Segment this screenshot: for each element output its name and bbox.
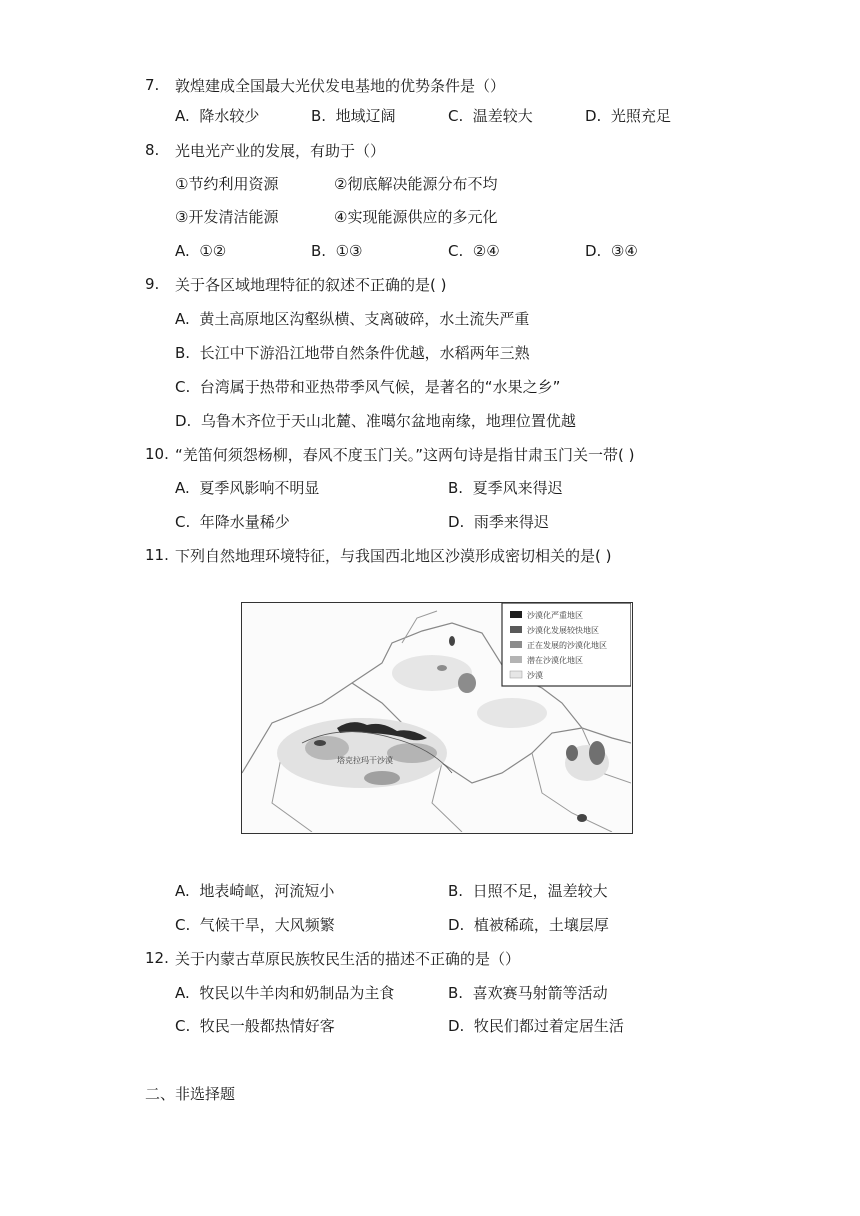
option-d[interactable] [175,411,576,431]
legend-label: 沙漠化发展较快地区 [527,626,599,635]
option-text: 温差较大 [472,107,533,125]
question-number: 8. [145,141,160,159]
question-stem: 敦煌建成全国最大光伏发电基地的优势条件是（） [175,77,506,95]
option-text: 地域辽阔 [335,107,396,125]
option-c[interactable] [175,1016,335,1036]
option-d[interactable] [448,512,549,532]
fast-desertification [566,745,578,761]
option-text: 台湾属于热带和亚热带季风气候，是著名的“水果之乡” [199,378,561,396]
statement: ③开发清洁能源 [175,208,279,226]
fast-desertification [589,741,605,765]
map-graphic [242,603,631,832]
option-letter: B. [448,984,464,1002]
option-b[interactable] [448,881,608,901]
developing-desertification [364,771,400,785]
option-text: ①② [199,242,227,260]
option-letter: D. [448,1017,465,1035]
developing-desertification [437,665,447,671]
option-text: 降水较少 [199,107,260,125]
option-c[interactable] [175,377,560,397]
option-letter: C. [448,107,464,125]
option-letter: B. [448,479,464,497]
option-letter: C. [175,916,191,934]
option-text: 牧民一般都热情好客 [199,1017,335,1035]
option-b[interactable] [311,241,363,261]
legend-label: 沙漠化严重地区 [527,611,583,620]
option-a[interactable] [175,241,226,261]
section-heading: 二、非选择题 [145,1085,236,1103]
option-a[interactable] [175,106,259,126]
option-letter: A. [175,107,190,125]
desert-label: 塔克拉玛干沙漠 [337,756,393,765]
statement: ②彻底解决能源分布不均 [334,175,498,193]
option-text: 乌鲁木齐位于天山北麓、准噶尔盆地南缘，地理位置优越 [200,412,576,430]
option-text: 年降水量稀少 [199,513,290,531]
legend-swatch [510,656,522,663]
option-text: 牧民以牛羊肉和奶制品为主食 [199,984,395,1002]
option-letter: B. [311,242,327,260]
option-c[interactable] [448,106,533,126]
option-text: 夏季风影响不明显 [199,479,320,497]
option-b[interactable] [311,106,396,126]
option-letter: C. [175,378,191,396]
option-text: 日照不足，温差较大 [472,882,608,900]
question-number: 7. [145,76,160,94]
boundary-line [402,611,437,643]
legend-label: 沙漠 [527,671,543,680]
option-letter: B. [448,882,464,900]
legend-swatch [510,626,522,633]
question-number: 11. [145,546,169,564]
option-letter: C. [448,242,464,260]
option-text: 光照充足 [610,107,671,125]
option-b[interactable] [448,983,608,1003]
severe-desertification [449,636,455,646]
statement: ①节约利用资源 [175,175,279,193]
option-letter: D. [448,513,465,531]
option-text: 地表崎岖，河流短小 [199,882,335,900]
option-b[interactable] [175,343,530,363]
legend-label: 正在发展的沙漠化地区 [527,641,607,650]
developing-desertification [458,673,476,693]
question-number: 12. [145,949,169,967]
option-text: 植被稀疏，土壤层厚 [473,916,609,934]
option-a[interactable] [175,983,394,1003]
option-text: 雨季来得迟 [473,513,549,531]
question-stem: “羌笛何须怨杨柳，春风不度玉门关。”这两句诗是指甘肃玉门关一带( ) [175,446,635,464]
option-letter: A. [175,984,190,1002]
option-letter: A. [175,882,190,900]
option-letter: A. [175,479,190,497]
option-c[interactable] [175,512,290,532]
question-number: 10. [145,445,169,463]
option-text: 牧民们都过着定居生活 [473,1017,624,1035]
option-text: 夏季风来得迟 [472,479,563,497]
legend-swatch [510,611,522,618]
option-c[interactable] [175,915,335,935]
option-d[interactable] [448,1016,624,1036]
option-text: 喜欢赛马射箭等活动 [472,984,608,1002]
question-stem: 关于各区域地理特征的叙述不正确的是( ) [175,276,447,294]
option-letter: A. [175,242,190,260]
question-stem: 下列自然地理环境特征，与我国西北地区沙漠形成密切相关的是( ) [175,547,612,565]
option-c[interactable] [448,241,500,261]
severe-desertification [314,740,326,746]
option-d[interactable] [585,241,638,261]
option-d[interactable] [585,106,671,126]
option-d[interactable] [448,915,609,935]
option-letter: C. [175,1017,191,1035]
option-text: 黄土高原地区沟壑纵横、支离破碎，水土流失严重 [199,310,530,328]
option-text: ②④ [472,242,500,260]
option-a[interactable] [175,478,319,498]
option-text: ③④ [610,242,638,260]
option-letter: D. [175,412,192,430]
option-a[interactable] [175,881,334,901]
desertification-map [241,602,633,834]
option-letter: A. [175,310,190,328]
option-letter: B. [311,107,327,125]
option-a[interactable] [175,309,529,329]
option-letter: C. [175,513,191,531]
legend-swatch [510,671,522,678]
option-text: 气候干旱，大风频繁 [199,916,335,934]
question-stem: 光电光产业的发展，有助于（） [175,142,386,160]
option-text: 长江中下游沿江地带自然条件优越，水稻两年三熟 [199,344,530,362]
question-stem: 关于内蒙古草原民族牧民生活的描述不正确的是（） [175,950,521,968]
option-b[interactable] [448,478,563,498]
option-letter: D. [585,107,602,125]
question-number: 9. [145,275,160,293]
option-text: ①③ [335,242,363,260]
desert-area [477,698,547,728]
option-letter: D. [448,916,465,934]
legend-swatch [510,641,522,648]
option-letter: B. [175,344,191,362]
statement: ④实现能源供应的多元化 [334,208,498,226]
severe-desertification [577,814,587,822]
legend-label: 潜在沙漠化地区 [527,656,583,665]
option-letter: D. [585,242,602,260]
